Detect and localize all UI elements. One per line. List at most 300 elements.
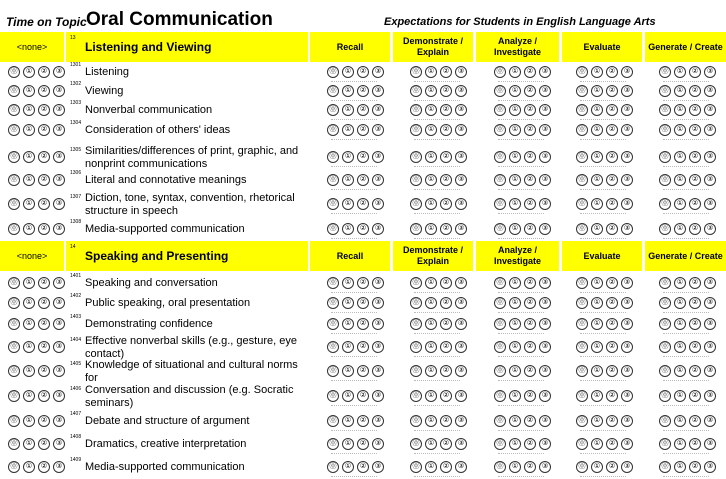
rating-option-0[interactable]: ⓪ — [576, 66, 588, 78]
rating-option-0[interactable]: ⓪ — [410, 151, 422, 163]
rating-option-0[interactable]: ⓪ — [494, 390, 506, 402]
rating-option-1[interactable]: ① — [509, 104, 521, 116]
rating-option-3[interactable]: ③ — [621, 277, 633, 289]
rating-option-1[interactable]: ① — [23, 415, 35, 427]
rating-option-3[interactable]: ③ — [704, 415, 716, 427]
rating-option-1[interactable]: ① — [674, 277, 686, 289]
rating-option-1[interactable]: ① — [509, 277, 521, 289]
rating-option-0[interactable]: ⓪ — [410, 297, 422, 309]
rating-option-2[interactable]: ② — [440, 341, 452, 353]
rating-option-1[interactable]: ① — [509, 151, 521, 163]
rating-option-2[interactable]: ② — [689, 277, 701, 289]
rating-option-1[interactable]: ① — [591, 104, 603, 116]
rating-option-3[interactable]: ③ — [704, 461, 716, 473]
rating-option-3[interactable]: ③ — [539, 318, 551, 330]
rating-option-2[interactable]: ② — [440, 151, 452, 163]
rating-option-1[interactable]: ① — [425, 223, 437, 235]
rating-option-0[interactable]: ⓪ — [8, 318, 20, 330]
rating-option-1[interactable]: ① — [509, 223, 521, 235]
rating-option-3[interactable]: ③ — [621, 198, 633, 210]
rating-option-1[interactable]: ① — [425, 174, 437, 186]
rating-option-1[interactable]: ① — [23, 124, 35, 136]
none-option[interactable]: <none> — [0, 32, 64, 62]
rating-option-3[interactable]: ③ — [539, 390, 551, 402]
rating-option-0[interactable]: ⓪ — [8, 151, 20, 163]
rating-option-2[interactable]: ② — [524, 438, 536, 450]
rating-option-1[interactable]: ① — [509, 124, 521, 136]
rating-option-2[interactable]: ② — [689, 198, 701, 210]
rating-option-0[interactable]: ⓪ — [327, 223, 339, 235]
rating-option-0[interactable]: ⓪ — [327, 341, 339, 353]
rating-option-3[interactable]: ③ — [53, 124, 65, 136]
rating-option-0[interactable]: ⓪ — [410, 174, 422, 186]
rating-option-0[interactable]: ⓪ — [659, 341, 671, 353]
rating-option-2[interactable]: ② — [357, 461, 369, 473]
rating-option-3[interactable]: ③ — [372, 66, 384, 78]
rating-option-3[interactable]: ③ — [704, 151, 716, 163]
rating-option-3[interactable]: ③ — [621, 223, 633, 235]
rating-option-3[interactable]: ③ — [539, 223, 551, 235]
rating-option-3[interactable]: ③ — [372, 415, 384, 427]
rating-option-0[interactable]: ⓪ — [327, 390, 339, 402]
rating-option-3[interactable]: ③ — [455, 151, 467, 163]
rating-option-0[interactable]: ⓪ — [659, 104, 671, 116]
rating-option-3[interactable]: ③ — [704, 223, 716, 235]
rating-option-2[interactable]: ② — [524, 124, 536, 136]
rating-option-1[interactable]: ① — [591, 438, 603, 450]
rating-option-3[interactable]: ③ — [53, 341, 65, 353]
rating-option-2[interactable]: ② — [38, 318, 50, 330]
rating-option-1[interactable]: ① — [591, 365, 603, 377]
rating-option-2[interactable]: ② — [38, 104, 50, 116]
rating-option-1[interactable]: ① — [591, 461, 603, 473]
rating-option-3[interactable]: ③ — [621, 85, 633, 97]
rating-option-0[interactable]: ⓪ — [494, 223, 506, 235]
rating-option-3[interactable]: ③ — [372, 124, 384, 136]
rating-option-3[interactable]: ③ — [455, 461, 467, 473]
rating-option-0[interactable]: ⓪ — [8, 124, 20, 136]
rating-option-0[interactable]: ⓪ — [576, 341, 588, 353]
rating-option-0[interactable]: ⓪ — [659, 174, 671, 186]
rating-option-2[interactable]: ② — [357, 66, 369, 78]
rating-option-0[interactable]: ⓪ — [494, 438, 506, 450]
rating-option-2[interactable]: ② — [440, 365, 452, 377]
rating-option-3[interactable]: ③ — [372, 104, 384, 116]
rating-option-1[interactable]: ① — [425, 365, 437, 377]
rating-option-3[interactable]: ③ — [372, 174, 384, 186]
rating-option-1[interactable]: ① — [425, 461, 437, 473]
rating-option-2[interactable]: ② — [38, 85, 50, 97]
rating-option-1[interactable]: ① — [674, 124, 686, 136]
rating-option-0[interactable]: ⓪ — [494, 104, 506, 116]
rating-option-3[interactable]: ③ — [455, 124, 467, 136]
rating-option-3[interactable]: ③ — [53, 104, 65, 116]
rating-option-0[interactable]: ⓪ — [410, 104, 422, 116]
rating-option-2[interactable]: ② — [38, 390, 50, 402]
rating-option-0[interactable]: ⓪ — [327, 318, 339, 330]
rating-option-3[interactable]: ③ — [704, 277, 716, 289]
rating-option-0[interactable]: ⓪ — [410, 365, 422, 377]
rating-option-2[interactable]: ② — [357, 151, 369, 163]
rating-option-3[interactable]: ③ — [53, 66, 65, 78]
rating-option-1[interactable]: ① — [509, 318, 521, 330]
rating-option-3[interactable]: ③ — [539, 198, 551, 210]
rating-option-2[interactable]: ② — [440, 318, 452, 330]
rating-option-3[interactable]: ③ — [455, 85, 467, 97]
rating-option-1[interactable]: ① — [591, 341, 603, 353]
rating-option-1[interactable]: ① — [674, 438, 686, 450]
rating-option-0[interactable]: ⓪ — [410, 66, 422, 78]
rating-option-3[interactable]: ③ — [621, 104, 633, 116]
rating-option-0[interactable]: ⓪ — [576, 151, 588, 163]
rating-option-3[interactable]: ③ — [539, 461, 551, 473]
rating-option-1[interactable]: ① — [342, 438, 354, 450]
rating-option-2[interactable]: ② — [606, 461, 618, 473]
rating-option-0[interactable]: ⓪ — [327, 151, 339, 163]
rating-option-2[interactable]: ② — [440, 104, 452, 116]
rating-option-3[interactable]: ③ — [372, 341, 384, 353]
rating-option-3[interactable]: ③ — [53, 390, 65, 402]
rating-option-2[interactable]: ② — [689, 85, 701, 97]
rating-option-1[interactable]: ① — [674, 390, 686, 402]
rating-option-2[interactable]: ② — [357, 198, 369, 210]
rating-option-1[interactable]: ① — [23, 318, 35, 330]
rating-option-2[interactable]: ② — [38, 438, 50, 450]
rating-option-1[interactable]: ① — [342, 174, 354, 186]
rating-option-1[interactable]: ① — [425, 104, 437, 116]
rating-option-2[interactable]: ② — [440, 85, 452, 97]
rating-option-1[interactable]: ① — [23, 198, 35, 210]
rating-option-0[interactable]: ⓪ — [659, 318, 671, 330]
rating-option-1[interactable]: ① — [342, 104, 354, 116]
rating-option-1[interactable]: ① — [342, 390, 354, 402]
rating-option-0[interactable]: ⓪ — [659, 390, 671, 402]
rating-option-2[interactable]: ② — [606, 198, 618, 210]
rating-option-3[interactable]: ③ — [53, 198, 65, 210]
rating-option-2[interactable]: ② — [357, 85, 369, 97]
rating-option-1[interactable]: ① — [509, 341, 521, 353]
rating-option-1[interactable]: ① — [23, 66, 35, 78]
rating-option-1[interactable]: ① — [674, 85, 686, 97]
rating-option-3[interactable]: ③ — [704, 198, 716, 210]
rating-option-1[interactable]: ① — [342, 66, 354, 78]
rating-option-3[interactable]: ③ — [372, 297, 384, 309]
rating-option-2[interactable]: ② — [38, 174, 50, 186]
rating-option-0[interactable]: ⓪ — [327, 104, 339, 116]
rating-option-2[interactable]: ② — [689, 365, 701, 377]
rating-option-1[interactable]: ① — [591, 124, 603, 136]
rating-option-0[interactable]: ⓪ — [576, 438, 588, 450]
rating-option-1[interactable]: ① — [509, 390, 521, 402]
rating-option-3[interactable]: ③ — [704, 341, 716, 353]
rating-option-2[interactable]: ② — [689, 174, 701, 186]
rating-option-3[interactable]: ③ — [53, 85, 65, 97]
rating-option-3[interactable]: ③ — [372, 365, 384, 377]
rating-option-1[interactable]: ① — [23, 461, 35, 473]
rating-option-2[interactable]: ② — [689, 151, 701, 163]
rating-option-2[interactable]: ② — [606, 223, 618, 235]
rating-option-1[interactable]: ① — [425, 85, 437, 97]
rating-option-3[interactable]: ③ — [539, 151, 551, 163]
rating-option-2[interactable]: ② — [524, 415, 536, 427]
rating-option-3[interactable]: ③ — [455, 438, 467, 450]
rating-option-1[interactable]: ① — [674, 365, 686, 377]
rating-option-3[interactable]: ③ — [53, 174, 65, 186]
rating-option-0[interactable]: ⓪ — [8, 297, 20, 309]
rating-option-1[interactable]: ① — [591, 174, 603, 186]
rating-option-0[interactable]: ⓪ — [8, 438, 20, 450]
rating-option-0[interactable]: ⓪ — [410, 277, 422, 289]
rating-option-2[interactable]: ② — [689, 104, 701, 116]
rating-option-3[interactable]: ③ — [53, 318, 65, 330]
rating-option-0[interactable]: ⓪ — [8, 223, 20, 235]
rating-option-2[interactable]: ② — [440, 277, 452, 289]
rating-option-3[interactable]: ③ — [372, 277, 384, 289]
rating-option-2[interactable]: ② — [606, 85, 618, 97]
rating-option-0[interactable]: ⓪ — [576, 365, 588, 377]
rating-option-1[interactable]: ① — [509, 66, 521, 78]
rating-option-2[interactable]: ② — [689, 341, 701, 353]
rating-option-1[interactable]: ① — [342, 318, 354, 330]
rating-option-2[interactable]: ② — [524, 277, 536, 289]
rating-option-2[interactable]: ② — [38, 124, 50, 136]
rating-option-3[interactable]: ③ — [539, 104, 551, 116]
rating-option-2[interactable]: ② — [357, 415, 369, 427]
rating-option-1[interactable]: ① — [23, 174, 35, 186]
rating-option-2[interactable]: ② — [689, 390, 701, 402]
rating-option-3[interactable]: ③ — [53, 438, 65, 450]
rating-option-3[interactable]: ③ — [621, 174, 633, 186]
rating-option-3[interactable]: ③ — [539, 415, 551, 427]
rating-option-2[interactable]: ② — [440, 124, 452, 136]
rating-option-0[interactable]: ⓪ — [8, 415, 20, 427]
rating-option-0[interactable]: ⓪ — [494, 66, 506, 78]
rating-option-2[interactable]: ② — [357, 438, 369, 450]
rating-option-0[interactable]: ⓪ — [576, 461, 588, 473]
rating-option-2[interactable]: ② — [357, 174, 369, 186]
rating-option-1[interactable]: ① — [23, 85, 35, 97]
rating-option-3[interactable]: ③ — [372, 223, 384, 235]
rating-option-2[interactable]: ② — [606, 438, 618, 450]
rating-option-0[interactable]: ⓪ — [410, 341, 422, 353]
rating-option-2[interactable]: ② — [689, 297, 701, 309]
rating-option-2[interactable]: ② — [606, 365, 618, 377]
rating-option-2[interactable]: ② — [440, 198, 452, 210]
rating-option-3[interactable]: ③ — [53, 223, 65, 235]
rating-option-2[interactable]: ② — [689, 318, 701, 330]
rating-option-3[interactable]: ③ — [539, 365, 551, 377]
rating-option-1[interactable]: ① — [425, 341, 437, 353]
rating-option-3[interactable]: ③ — [455, 318, 467, 330]
rating-option-0[interactable]: ⓪ — [327, 438, 339, 450]
rating-option-3[interactable]: ③ — [704, 390, 716, 402]
rating-option-0[interactable]: ⓪ — [659, 297, 671, 309]
rating-option-2[interactable]: ② — [689, 124, 701, 136]
rating-option-1[interactable]: ① — [425, 318, 437, 330]
rating-option-2[interactable]: ② — [689, 415, 701, 427]
rating-option-2[interactable]: ② — [524, 297, 536, 309]
rating-option-2[interactable]: ② — [524, 174, 536, 186]
rating-option-2[interactable]: ② — [689, 461, 701, 473]
rating-option-1[interactable]: ① — [591, 415, 603, 427]
rating-option-2[interactable]: ② — [440, 438, 452, 450]
rating-option-2[interactable]: ② — [689, 223, 701, 235]
rating-option-3[interactable]: ③ — [455, 223, 467, 235]
rating-option-1[interactable]: ① — [509, 415, 521, 427]
rating-option-0[interactable]: ⓪ — [494, 341, 506, 353]
rating-option-2[interactable]: ② — [689, 438, 701, 450]
rating-option-3[interactable]: ③ — [455, 365, 467, 377]
rating-option-0[interactable]: ⓪ — [659, 223, 671, 235]
rating-option-3[interactable]: ③ — [53, 415, 65, 427]
rating-option-1[interactable]: ① — [425, 198, 437, 210]
rating-option-2[interactable]: ② — [606, 341, 618, 353]
rating-option-2[interactable]: ② — [357, 297, 369, 309]
rating-option-0[interactable]: ⓪ — [410, 461, 422, 473]
rating-option-1[interactable]: ① — [425, 151, 437, 163]
rating-option-0[interactable]: ⓪ — [576, 85, 588, 97]
rating-option-1[interactable]: ① — [674, 223, 686, 235]
rating-option-1[interactable]: ① — [591, 277, 603, 289]
rating-option-2[interactable]: ② — [606, 277, 618, 289]
rating-option-0[interactable]: ⓪ — [8, 390, 20, 402]
rating-option-1[interactable]: ① — [674, 104, 686, 116]
rating-option-2[interactable]: ② — [524, 390, 536, 402]
rating-option-3[interactable]: ③ — [53, 365, 65, 377]
rating-option-2[interactable]: ② — [38, 223, 50, 235]
rating-option-1[interactable]: ① — [674, 461, 686, 473]
rating-option-3[interactable]: ③ — [621, 297, 633, 309]
rating-option-0[interactable]: ⓪ — [494, 318, 506, 330]
rating-option-1[interactable]: ① — [342, 85, 354, 97]
rating-option-3[interactable]: ③ — [539, 297, 551, 309]
rating-option-2[interactable]: ② — [606, 104, 618, 116]
rating-option-0[interactable]: ⓪ — [659, 151, 671, 163]
rating-option-0[interactable]: ⓪ — [494, 174, 506, 186]
rating-option-0[interactable]: ⓪ — [8, 66, 20, 78]
rating-option-2[interactable]: ② — [38, 365, 50, 377]
rating-option-2[interactable]: ② — [38, 297, 50, 309]
rating-option-1[interactable]: ① — [342, 341, 354, 353]
rating-option-3[interactable]: ③ — [455, 415, 467, 427]
rating-option-2[interactable]: ② — [440, 390, 452, 402]
rating-option-2[interactable]: ② — [38, 198, 50, 210]
rating-option-0[interactable]: ⓪ — [327, 297, 339, 309]
rating-option-1[interactable]: ① — [342, 151, 354, 163]
rating-option-2[interactable]: ② — [357, 104, 369, 116]
rating-option-0[interactable]: ⓪ — [410, 415, 422, 427]
rating-option-0[interactable]: ⓪ — [659, 438, 671, 450]
rating-option-3[interactable]: ③ — [621, 66, 633, 78]
rating-option-3[interactable]: ③ — [455, 104, 467, 116]
rating-option-3[interactable]: ③ — [704, 174, 716, 186]
rating-option-3[interactable]: ③ — [704, 365, 716, 377]
rating-option-3[interactable]: ③ — [621, 318, 633, 330]
rating-option-0[interactable]: ⓪ — [327, 415, 339, 427]
rating-option-2[interactable]: ② — [357, 341, 369, 353]
rating-option-0[interactable]: ⓪ — [494, 124, 506, 136]
rating-option-2[interactable]: ② — [357, 318, 369, 330]
rating-option-0[interactable]: ⓪ — [576, 277, 588, 289]
rating-option-2[interactable]: ② — [524, 461, 536, 473]
rating-option-1[interactable]: ① — [342, 198, 354, 210]
rating-option-1[interactable]: ① — [509, 461, 521, 473]
rating-option-0[interactable]: ⓪ — [8, 461, 20, 473]
rating-option-2[interactable]: ② — [440, 297, 452, 309]
rating-option-0[interactable]: ⓪ — [327, 124, 339, 136]
rating-option-0[interactable]: ⓪ — [410, 390, 422, 402]
rating-option-0[interactable]: ⓪ — [8, 277, 20, 289]
rating-option-3[interactable]: ③ — [539, 438, 551, 450]
rating-option-1[interactable]: ① — [509, 198, 521, 210]
rating-option-0[interactable]: ⓪ — [410, 438, 422, 450]
rating-option-2[interactable]: ② — [38, 415, 50, 427]
rating-option-0[interactable]: ⓪ — [8, 365, 20, 377]
rating-option-2[interactable]: ② — [440, 223, 452, 235]
rating-option-1[interactable]: ① — [591, 85, 603, 97]
rating-option-3[interactable]: ③ — [621, 415, 633, 427]
rating-option-3[interactable]: ③ — [621, 341, 633, 353]
rating-option-2[interactable]: ② — [524, 104, 536, 116]
rating-option-2[interactable]: ② — [524, 85, 536, 97]
rating-option-2[interactable]: ② — [357, 365, 369, 377]
rating-option-0[interactable]: ⓪ — [327, 85, 339, 97]
rating-option-0[interactable]: ⓪ — [327, 174, 339, 186]
rating-option-2[interactable]: ② — [440, 66, 452, 78]
rating-option-1[interactable]: ① — [425, 66, 437, 78]
rating-option-0[interactable]: ⓪ — [494, 151, 506, 163]
rating-option-0[interactable]: ⓪ — [8, 174, 20, 186]
rating-option-1[interactable]: ① — [674, 151, 686, 163]
rating-option-0[interactable]: ⓪ — [576, 104, 588, 116]
rating-option-1[interactable]: ① — [425, 297, 437, 309]
rating-option-1[interactable]: ① — [425, 277, 437, 289]
rating-option-2[interactable]: ② — [606, 415, 618, 427]
rating-option-0[interactable]: ⓪ — [327, 365, 339, 377]
rating-option-2[interactable]: ② — [440, 415, 452, 427]
rating-option-2[interactable]: ② — [38, 151, 50, 163]
rating-option-0[interactable]: ⓪ — [410, 85, 422, 97]
rating-option-1[interactable]: ① — [674, 198, 686, 210]
rating-option-1[interactable]: ① — [23, 341, 35, 353]
rating-option-3[interactable]: ③ — [455, 390, 467, 402]
rating-option-3[interactable]: ③ — [621, 461, 633, 473]
rating-option-3[interactable]: ③ — [455, 341, 467, 353]
rating-option-3[interactable]: ③ — [539, 277, 551, 289]
rating-option-0[interactable]: ⓪ — [576, 297, 588, 309]
rating-option-2[interactable]: ② — [38, 66, 50, 78]
rating-option-3[interactable]: ③ — [621, 151, 633, 163]
rating-option-1[interactable]: ① — [23, 104, 35, 116]
rating-option-1[interactable]: ① — [509, 297, 521, 309]
rating-option-3[interactable]: ③ — [539, 66, 551, 78]
rating-option-3[interactable]: ③ — [539, 174, 551, 186]
rating-option-3[interactable]: ③ — [455, 198, 467, 210]
rating-option-3[interactable]: ③ — [455, 66, 467, 78]
rating-option-2[interactable]: ② — [606, 151, 618, 163]
rating-option-2[interactable]: ② — [357, 277, 369, 289]
rating-option-0[interactable]: ⓪ — [494, 85, 506, 97]
rating-option-3[interactable]: ③ — [372, 390, 384, 402]
rating-option-1[interactable]: ① — [674, 318, 686, 330]
rating-option-0[interactable]: ⓪ — [410, 223, 422, 235]
rating-option-3[interactable]: ③ — [704, 66, 716, 78]
rating-option-0[interactable]: ⓪ — [494, 415, 506, 427]
rating-option-2[interactable]: ② — [606, 390, 618, 402]
rating-option-3[interactable]: ③ — [539, 124, 551, 136]
rating-option-0[interactable]: ⓪ — [659, 85, 671, 97]
rating-option-1[interactable]: ① — [591, 390, 603, 402]
